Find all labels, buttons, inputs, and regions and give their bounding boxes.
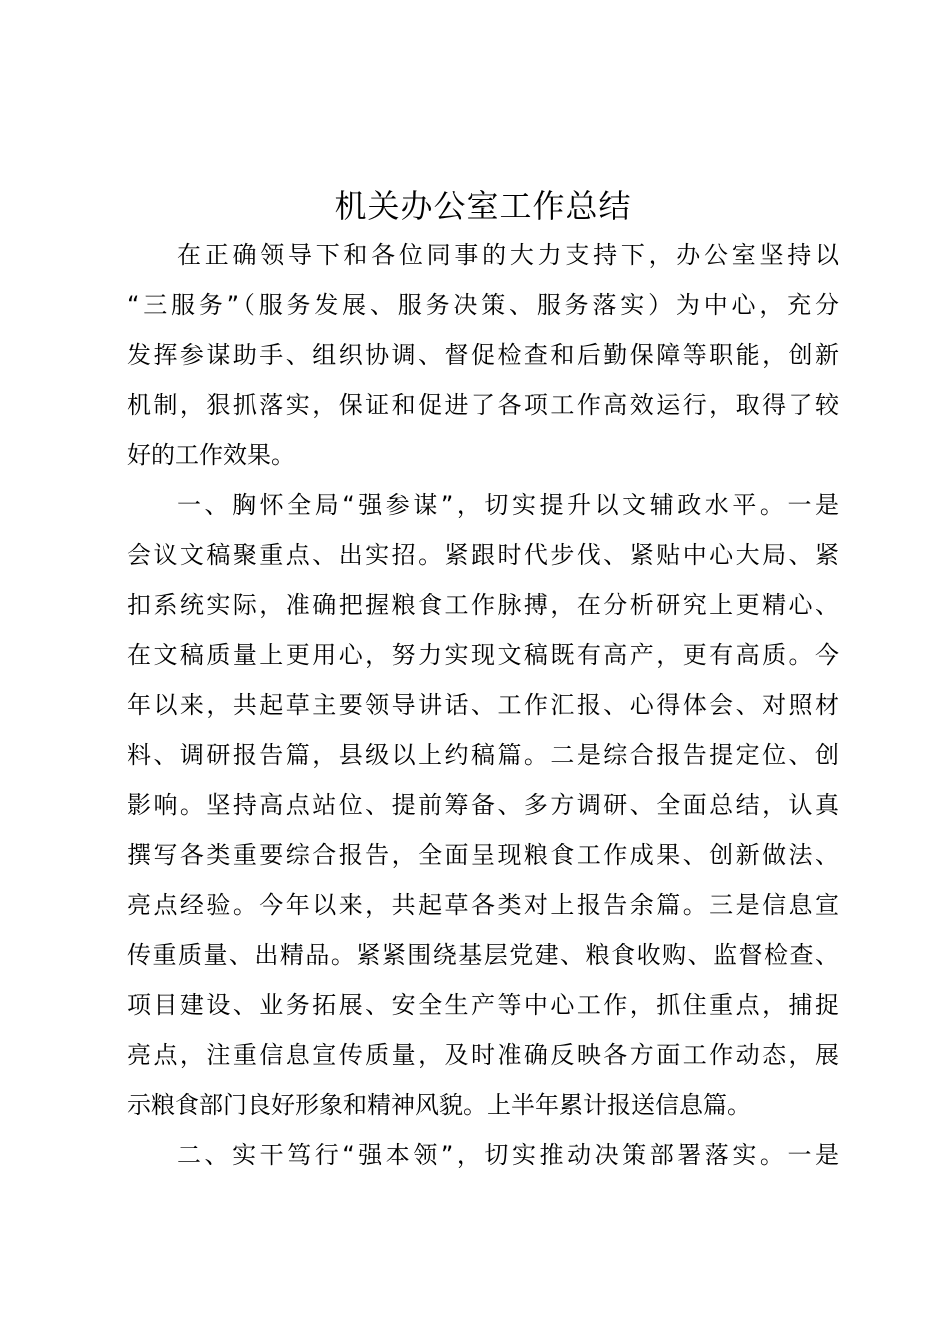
paragraph-line: 好的工作效果。 — [127, 441, 295, 469]
document-title: 机关办公室工作总结 — [334, 187, 632, 225]
paragraph-line: 示粮食部门良好形象和精神风貌。上半年累计报送信息篇。 — [127, 1091, 751, 1119]
paragraph-line: 年以来，共起草主要领导讲话、工作汇报、心得体会、对照材 — [127, 691, 839, 719]
paragraph-line: 影响。坚持高点站位、提前筹备、多方调研、全面总结，认真 — [127, 791, 839, 819]
paragraph-line: 扣系统实际，准确把握粮食工作脉搏，在分析研究上更精心、 — [127, 591, 839, 619]
paragraph-line: “三服务”（服务发展、服务决策、服务落实）为中心，充分 — [127, 291, 839, 319]
paragraph-line: 亮点经验。今年以来，共起草各类对上报告余篇。三是信息宣 — [127, 891, 839, 919]
paragraph-line: 亮点，注重信息宣传质量，及时准确反映各方面工作动态，展 — [127, 1041, 839, 1069]
paragraph-line: 在文稿质量上更用心，努力实现文稿既有高产，更有高质。今 — [127, 641, 839, 669]
paragraph-line: 项目建设、业务拓展、安全生产等中心工作，抓住重点，捕捉 — [127, 991, 839, 1019]
paragraph-line: 发挥参谋助手、组织协调、督促检查和后勤保障等职能，创新 — [127, 341, 839, 369]
paragraph-line: 传重质量、出精品。紧紧围绕基层党建、粮食收购、监督检查、 — [127, 941, 839, 969]
paragraph-line: 机制，狠抓落实，保证和促进了各项工作高效运行，取得了较 — [127, 391, 839, 419]
document-page — [127, 0, 839, 1344]
paragraph-line: 撰写各类重要综合报告，全面呈现粮食工作成果、创新做法、 — [127, 841, 839, 869]
paragraph-line: 一、胸怀全局“强参谋”，切实提升以文辅政水平。一是 — [177, 491, 839, 519]
paragraph-line: 二、实干笃行“强本领”，切实推动决策部署落实。一是 — [177, 1141, 839, 1169]
paragraph-line: 料、调研报告篇，县级以上约稿篇。二是综合报告提定位、创 — [127, 741, 839, 769]
paragraph-line: 会议文稿聚重点、出实招。紧跟时代步伐、紧贴中心大局、紧 — [127, 541, 839, 569]
paragraph-line: 在正确领导下和各位同事的大力支持下，办公室坚持以 — [177, 241, 839, 269]
